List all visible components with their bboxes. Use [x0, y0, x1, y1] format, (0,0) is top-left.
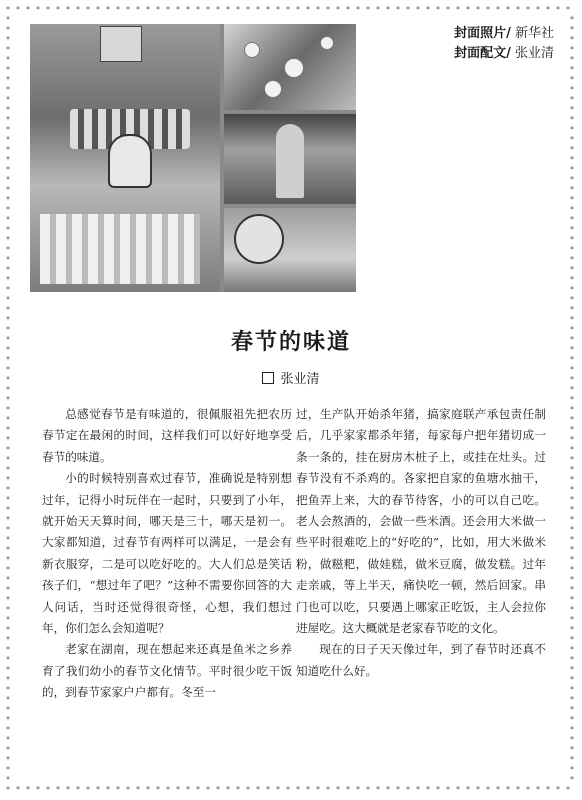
border-star-icon: *	[426, 5, 430, 14]
border-star-icon: *	[416, 785, 420, 794]
border-star-icon: *	[186, 785, 190, 794]
border-star-icon: *	[566, 5, 570, 14]
border-star-icon: *	[6, 735, 10, 744]
border-star-icon: *	[570, 635, 574, 644]
border-star-icon: *	[570, 705, 574, 714]
border-star-icon: *	[66, 785, 70, 794]
border-star-icon: *	[6, 415, 10, 424]
border-star-icon: *	[516, 785, 520, 794]
border-star-icon: *	[6, 35, 10, 44]
border-star-icon: *	[6, 5, 10, 14]
border-star-icon: *	[136, 785, 140, 794]
border-star-icon: *	[6, 225, 10, 234]
border-star-icon: *	[570, 85, 574, 94]
border-star-icon: *	[386, 5, 390, 14]
border-star-icon: *	[76, 5, 80, 14]
border-star-icon: *	[6, 545, 10, 554]
border-star-icon: *	[216, 5, 220, 14]
border-star-icon: *	[570, 325, 574, 334]
border-star-icon: *	[6, 15, 10, 24]
border-star-icon: *	[6, 555, 10, 564]
border-star-icon: *	[570, 655, 574, 664]
border-star-icon: *	[6, 745, 10, 754]
border-star-icon: *	[196, 785, 200, 794]
border-star-icon: *	[6, 365, 10, 374]
article-column-right	[296, 404, 546, 682]
border-star-icon: *	[6, 775, 10, 784]
border-star-icon: *	[570, 45, 574, 54]
border-star-icon: *	[526, 785, 530, 794]
border-star-icon: *	[366, 5, 370, 14]
border-star-icon: *	[546, 785, 550, 794]
paragraph: 现在的日子天天像过年，到了春节时还真不知道吃什么好。	[296, 642, 546, 678]
border-star-icon: *	[6, 465, 10, 474]
border-star-icon: *	[570, 225, 574, 234]
border-star-icon: *	[136, 5, 140, 14]
border-star-icon: *	[6, 175, 10, 184]
border-star-icon: *	[336, 5, 340, 14]
border-star-icon: *	[556, 5, 560, 14]
border-star-icon: *	[6, 455, 10, 464]
border-star-icon: *	[570, 285, 574, 294]
border-star-icon: *	[6, 45, 10, 54]
border-star-icon: *	[486, 785, 490, 794]
border-star-icon: *	[156, 5, 160, 14]
border-star-icon: *	[426, 785, 430, 794]
border-star-icon: *	[456, 785, 460, 794]
border-star-icon: *	[146, 5, 150, 14]
border-star-icon: *	[570, 185, 574, 194]
border-star-icon: *	[6, 495, 10, 504]
border-star-icon: *	[6, 595, 10, 604]
border-star-icon: *	[256, 785, 260, 794]
border-star-icon: *	[86, 785, 90, 794]
border-star-icon: *	[6, 305, 10, 314]
byline-author: 张业清	[280, 372, 320, 387]
border-star-icon: *	[366, 785, 370, 794]
border-star-icon: *	[6, 165, 10, 174]
paragraph: 总感觉春节是有味道的，很佩服祖先把农历春节定在最闲的时间，这样我们可以好好地享受春节的味道。	[42, 407, 292, 464]
border-star-icon: *	[546, 5, 550, 14]
border-star-icon: *	[446, 5, 450, 14]
border-star-icon: *	[570, 775, 574, 784]
border-star-icon: *	[570, 155, 574, 164]
article-title: 春节的味道	[230, 330, 351, 355]
border-star-icon: *	[66, 5, 70, 14]
border-star-icon: *	[570, 575, 574, 584]
border-star-icon: *	[570, 495, 574, 504]
border-star-icon: *	[436, 5, 440, 14]
border-star-icon: *	[126, 785, 130, 794]
border-star-icon: *	[6, 245, 10, 254]
border-star-icon: *	[56, 5, 60, 14]
border-star-icon: *	[6, 785, 10, 794]
border-star-icon: *	[570, 105, 574, 114]
border-star-icon: *	[116, 785, 120, 794]
border-star-icon: *	[570, 745, 574, 754]
border-star-icon: *	[406, 785, 410, 794]
border-star-icon: *	[6, 715, 10, 724]
border-star-icon: *	[506, 5, 510, 14]
border-star-icon: *	[166, 5, 170, 14]
border-star-icon: *	[6, 345, 10, 354]
border-star-icon: *	[6, 515, 10, 524]
border-star-icon: *	[96, 785, 100, 794]
border-star-icon: *	[6, 755, 10, 764]
border-star-icon: *	[570, 195, 574, 204]
tower-decoration	[276, 124, 304, 198]
border-star-icon: *	[570, 235, 574, 244]
border-star-icon: *	[570, 335, 574, 344]
border-star-icon: *	[570, 65, 574, 74]
border-star-icon: *	[286, 785, 290, 794]
border-star-icon: *	[570, 305, 574, 314]
disc-decoration	[234, 214, 284, 264]
border-star-icon: *	[6, 85, 10, 94]
article-column-left	[42, 404, 292, 704]
border-star-icon: *	[236, 785, 240, 794]
border-star-icon: *	[6, 265, 10, 274]
border-star-icon: *	[570, 675, 574, 684]
border-star-icon: *	[206, 785, 210, 794]
border-star-icon: *	[6, 125, 10, 134]
border-star-icon: *	[6, 625, 10, 634]
border-star-icon: *	[570, 755, 574, 764]
border-star-icon: *	[6, 565, 10, 574]
border-star-icon: *	[570, 405, 574, 414]
byline	[0, 365, 582, 387]
border-star-icon: *	[570, 75, 574, 84]
border-star-icon: *	[570, 425, 574, 434]
photo-credit-value: 新华社	[514, 26, 554, 41]
border-star-icon: *	[570, 605, 574, 614]
border-star-icon: *	[6, 115, 10, 124]
border-star-icon: *	[116, 5, 120, 14]
border-star-icon: *	[570, 595, 574, 604]
border-star-icon: *	[476, 785, 480, 794]
border-star-icon: *	[570, 375, 574, 384]
border-star-icon: *	[6, 145, 10, 154]
border-star-icon: *	[570, 685, 574, 694]
border-star-icon: *	[570, 165, 574, 174]
border-star-icon: *	[516, 5, 520, 14]
border-star-icon: *	[6, 195, 10, 204]
border-star-icon: *	[570, 765, 574, 774]
border-star-icon: *	[396, 5, 400, 14]
border-star-icon: *	[526, 5, 530, 14]
border-star-icon: *	[6, 535, 10, 544]
border-star-icon: *	[6, 55, 10, 64]
border-star-icon: *	[46, 5, 50, 14]
border-star-icon: *	[166, 785, 170, 794]
border-star-icon: *	[570, 645, 574, 654]
border-star-icon: *	[246, 5, 250, 14]
border-star-icon: *	[266, 785, 270, 794]
border-star-icon: *	[146, 785, 150, 794]
border-star-icon: *	[276, 5, 280, 14]
border-star-icon: *	[6, 355, 10, 364]
border-star-icon: *	[26, 5, 30, 14]
border-star-icon: *	[570, 475, 574, 484]
border-star-icon: *	[6, 285, 10, 294]
border-star-icon: *	[570, 555, 574, 564]
border-star-icon: *	[6, 75, 10, 84]
border-star-icon: *	[496, 5, 500, 14]
border-star-icon: *	[6, 235, 10, 244]
border-star-icon: *	[6, 665, 10, 674]
border-star-icon: *	[570, 125, 574, 134]
border-star-icon: *	[570, 395, 574, 404]
border-star-icon: *	[6, 485, 10, 494]
border-star-icon: *	[266, 5, 270, 14]
border-star-icon: *	[6, 685, 10, 694]
border-star-icon: *	[466, 785, 470, 794]
border-star-icon: *	[6, 65, 10, 74]
border-star-icon: *	[296, 785, 300, 794]
border-star-icon: *	[296, 5, 300, 14]
photo-credit-label: 封面照片/	[454, 26, 511, 41]
border-star-icon: *	[6, 375, 10, 384]
border-star-icon: *	[6, 575, 10, 584]
border-star-icon: *	[6, 385, 10, 394]
border-star-icon: *	[226, 5, 230, 14]
mall-atrium-photo	[30, 24, 220, 292]
border-star-icon: *	[6, 105, 10, 114]
border-star-icon: *	[156, 785, 160, 794]
border-star-icon: *	[186, 5, 190, 14]
festival-sign	[100, 26, 142, 62]
border-star-icon: *	[6, 725, 10, 734]
border-star-icon: *	[316, 785, 320, 794]
border-star-icon: *	[570, 545, 574, 554]
border-star-icon: *	[356, 785, 360, 794]
border-star-icon: *	[570, 55, 574, 64]
border-star-icon: *	[46, 785, 50, 794]
border-star-icon: *	[326, 785, 330, 794]
border-star-icon: *	[6, 315, 10, 324]
border-star-icon: *	[570, 15, 574, 24]
border-star-icon: *	[570, 215, 574, 224]
border-star-icon: *	[570, 95, 574, 104]
border-star-icon: *	[6, 395, 10, 404]
border-star-icon: *	[6, 215, 10, 224]
border-star-icon: *	[86, 5, 90, 14]
border-star-icon: *	[216, 785, 220, 794]
border-star-icon: *	[256, 5, 260, 14]
border-star-icon: *	[570, 505, 574, 514]
border-star-icon: *	[570, 255, 574, 264]
border-star-icon: *	[570, 265, 574, 274]
border-star-icon: *	[6, 435, 10, 444]
border-star-icon: *	[76, 785, 80, 794]
border-star-icon: *	[456, 5, 460, 14]
border-star-icon: *	[6, 645, 10, 654]
border-star-icon: *	[6, 335, 10, 344]
border-star-icon: *	[6, 295, 10, 304]
border-star-icon: *	[536, 785, 540, 794]
border-star-icon: *	[570, 465, 574, 474]
border-star-icon: *	[6, 205, 10, 214]
border-star-icon: *	[570, 295, 574, 304]
border-star-icon: *	[570, 735, 574, 744]
cover-photo-collage	[30, 24, 356, 292]
border-star-icon: *	[176, 785, 180, 794]
border-star-icon: *	[6, 765, 10, 774]
border-star-icon: *	[6, 325, 10, 334]
border-star-icon: *	[446, 785, 450, 794]
border-star-icon: *	[106, 5, 110, 14]
border-star-icon: *	[6, 405, 10, 414]
border-star-icon: *	[570, 35, 574, 44]
border-star-icon: *	[26, 785, 30, 794]
border-star-icon: *	[96, 5, 100, 14]
border-star-icon: *	[570, 535, 574, 544]
border-star-icon: *	[6, 675, 10, 684]
border-star-icon: *	[6, 445, 10, 454]
border-star-icon: *	[346, 5, 350, 14]
border-star-icon: *	[286, 5, 290, 14]
border-star-icon: *	[570, 315, 574, 324]
border-star-icon: *	[396, 785, 400, 794]
border-star-icon: *	[570, 445, 574, 454]
photo-credit	[454, 24, 554, 44]
border-star-icon: *	[436, 785, 440, 794]
border-star-icon: *	[570, 725, 574, 734]
text-credit-value: 张业清	[514, 46, 554, 61]
border-star-icon: *	[570, 175, 574, 184]
border-star-icon: *	[570, 275, 574, 284]
border-star-icon: *	[486, 5, 490, 14]
border-star-icon: *	[226, 785, 230, 794]
border-star-icon: *	[6, 505, 10, 514]
border-star-icon: *	[236, 5, 240, 14]
border-star-icon: *	[570, 25, 574, 34]
border-star-icon: *	[6, 655, 10, 664]
border-star-icon: *	[6, 635, 10, 644]
border-star-icon: *	[276, 785, 280, 794]
border-star-icon: *	[570, 355, 574, 364]
border-star-icon: *	[356, 5, 360, 14]
border-star-icon: *	[376, 5, 380, 14]
border-star-icon: *	[570, 515, 574, 524]
border-star-icon: *	[316, 5, 320, 14]
border-star-icon: *	[570, 585, 574, 594]
border-star-icon: *	[570, 345, 574, 354]
byline-box-icon	[262, 372, 274, 384]
border-star-icon: *	[570, 455, 574, 464]
border-star-icon: *	[16, 5, 20, 14]
border-star-icon: *	[570, 115, 574, 124]
text-credit-label: 封面配文/	[454, 46, 511, 61]
border-star-icon: *	[196, 5, 200, 14]
border-star-icon: *	[406, 5, 410, 14]
street-decoration-photo	[224, 208, 356, 292]
plum-blossom-photo	[224, 24, 356, 110]
border-star-icon: *	[570, 695, 574, 704]
border-star-icon: *	[56, 785, 60, 794]
border-star-icon: *	[570, 435, 574, 444]
border-star-icon: *	[570, 715, 574, 724]
border-star-icon: *	[556, 785, 560, 794]
border-star-icon: *	[126, 5, 130, 14]
border-star-icon: *	[176, 5, 180, 14]
border-star-icon: *	[570, 485, 574, 494]
border-star-icon: *	[570, 525, 574, 534]
border-star-icon: *	[570, 665, 574, 674]
border-star-icon: *	[570, 615, 574, 624]
border-star-icon: *	[6, 525, 10, 534]
text-credit	[454, 44, 554, 64]
border-star-icon: *	[6, 705, 10, 714]
border-star-icon: *	[206, 5, 210, 14]
border-star-icon: *	[566, 785, 570, 794]
border-star-icon: *	[336, 785, 340, 794]
border-star-icon: *	[570, 625, 574, 634]
border-star-icon: *	[570, 365, 574, 374]
border-star-icon: *	[570, 145, 574, 154]
cover-credits	[454, 24, 554, 64]
border-star-icon: *	[36, 785, 40, 794]
border-star-icon: *	[416, 5, 420, 14]
border-star-icon: *	[6, 155, 10, 164]
border-star-icon: *	[466, 5, 470, 14]
border-star-icon: *	[386, 785, 390, 794]
castle-decoration	[40, 214, 200, 284]
border-star-icon: *	[570, 565, 574, 574]
border-star-icon: *	[496, 785, 500, 794]
border-star-icon: *	[6, 475, 10, 484]
border-star-icon: *	[6, 185, 10, 194]
border-star-icon: *	[6, 95, 10, 104]
border-star-icon: *	[476, 5, 480, 14]
border-star-icon: *	[570, 135, 574, 144]
border-star-icon: *	[246, 785, 250, 794]
medallion-decoration	[108, 134, 152, 188]
border-star-icon: *	[326, 5, 330, 14]
border-star-icon: *	[376, 785, 380, 794]
border-star-icon: *	[306, 5, 310, 14]
border-star-icon: *	[306, 785, 310, 794]
lantern-tower-photo	[224, 114, 356, 204]
border-star-icon: *	[36, 5, 40, 14]
paragraph: 老家在湖南，现在想起来还真是鱼米之乡养育了我们幼小的春节文化情节。平时很少吃干饭的，到春节家家户户都有。冬至一	[42, 642, 292, 700]
border-star-icon: *	[6, 695, 10, 704]
border-star-icon: *	[346, 785, 350, 794]
paragraph: 过，生产队开始杀年猪，搞家庭联产承包责任制后，几乎家家都杀年猪，每家每户把年猪切成一条一条的，挂在厨房木桩子上，或挂在灶头。过春节没有不杀鸡的。各家把自家的鱼塘水抽干，把鱼弄上来，大的春节待客，小的可以自己吃。老人会熬酒的，会做一些米酒。还会用大米做一些平时很难吃上的“好吃的”，比如，用大米做米粉，做糍粑，做娃糕，做米豆腐，做发糕。过年走亲戚，等上半天，痛快吃一顿，然后回家。串门也可以吃，只要遇上哪家正吃饭，主人会拉你进屋吃。这大概就是老家春节吃的文化。	[296, 407, 546, 636]
border-star-icon: *	[536, 5, 540, 14]
border-star-icon: *	[570, 385, 574, 394]
paragraph: 小的时候特别喜欢过春节，准确说是特别想过年，记得小时玩伴在一起时，只要到了小年，就开始天天算时间，哪天是三十，哪天是初一。大家都知道，过春节有两样可以满足，一是会有新衣服穿，二是可以吃好吃的。大人们总是笑话孩子们，“想过年了吧？”这种不需要你回答的大人问话，当时还觉得很奇怪，心想，我们想过年，你们怎么会知道呢？	[42, 471, 292, 636]
border-star-icon: *	[6, 585, 10, 594]
border-star-icon: *	[6, 605, 10, 614]
border-star-icon: *	[6, 25, 10, 34]
border-star-icon: *	[6, 135, 10, 144]
border-star-icon: *	[506, 785, 510, 794]
border-star-icon: *	[6, 275, 10, 284]
border-star-icon: *	[570, 245, 574, 254]
border-star-icon: *	[570, 205, 574, 214]
border-star-icon: *	[570, 415, 574, 424]
border-star-icon: *	[6, 425, 10, 434]
border-star-icon: *	[6, 615, 10, 624]
border-star-icon: *	[6, 255, 10, 264]
border-star-icon: *	[16, 785, 20, 794]
border-star-icon: *	[106, 785, 110, 794]
